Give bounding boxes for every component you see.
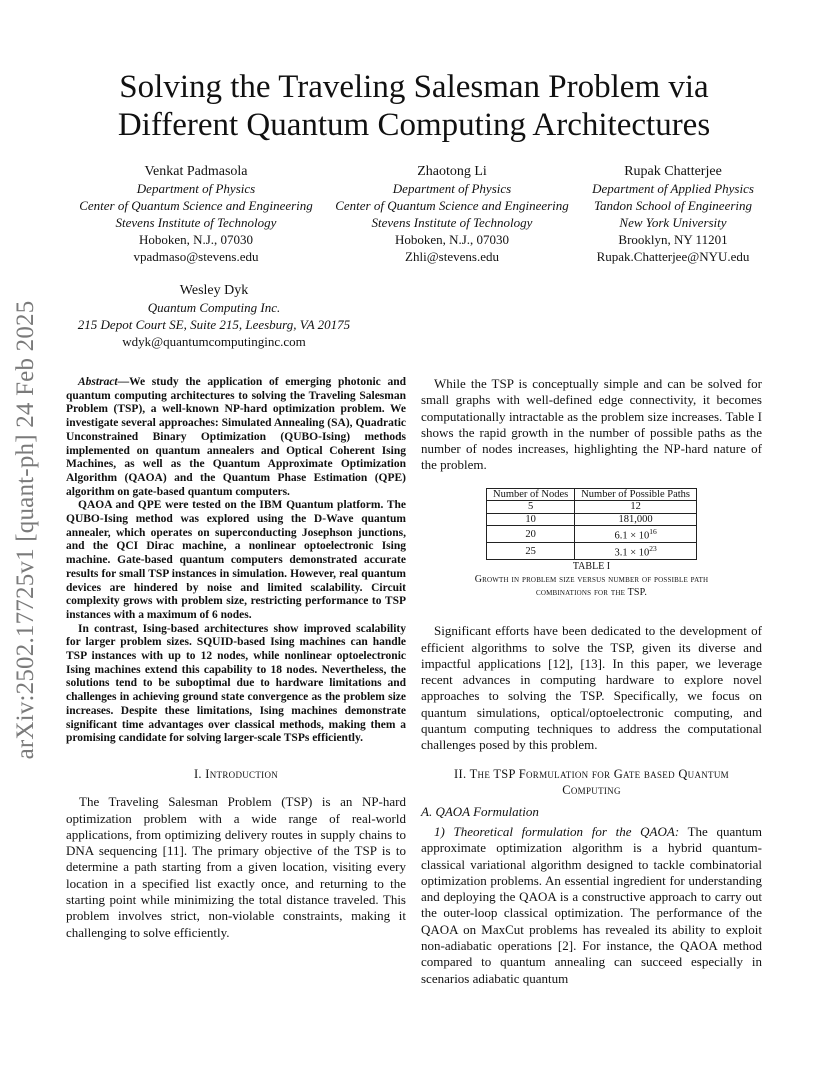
table-cell: $6.1 \times 10^{16}$	[575, 526, 697, 543]
author-dept: Department of Physics	[136, 181, 256, 196]
table-caption-line-1: Growth in problem size versus number of possible path	[474, 574, 709, 586]
table-caption	[421, 560, 762, 599]
author-center: Tandon School of Engineering	[593, 198, 753, 213]
table-row	[486, 513, 696, 526]
abstract-lead: Abstract	[78, 376, 118, 388]
author-inst: New York University	[619, 215, 727, 230]
intro-paragraph: The Traveling Salesman Problem (TSP) is an NP-hard optimization problem with a wide range of real-world applications, from optimizing delivery routes in supply chains to DNA sequencing [11]. The primary objective of the TSP is to determine a path starting from a given location, visiting every location in a specified list exactly once, and returning to the starting point while minimizing the total distance traveled. This problem involves strict, non-violable constraints, making it challenging to solve efficiently.	[66, 794, 406, 940]
author-name: Rupak Chatterjee	[624, 164, 722, 179]
efforts-paragraph: Significant efforts have been dedicated to the development of efficient algorithms to solve the TSP, given its diverse and impactful applications [12], [13]. In this paper, we leverage recent advances in computing hardware to explore novel approaches to solving the TSP. Specifically, we focus on quantum simulations, optical/optoelectronic computing, and quantum computing techniques to address the computational challenges posed by this problem.	[421, 623, 762, 753]
left-column	[66, 376, 406, 941]
table-cell: 10	[486, 513, 574, 526]
table-cell: 5	[486, 501, 574, 514]
right-column	[421, 376, 762, 987]
author-center: Center of Quantum Science and Engineering	[335, 198, 569, 213]
table-row	[486, 501, 696, 514]
author-email: Zhli@stevens.edu	[405, 249, 499, 264]
abstract-p2: QAOA and QPE were tested on the IBM Quantum platform. The QUBO-Ising method was explored using the D-Wave quantum annealer, which operates on superconducting Josephson junctions, and the QCI Dirac machine, a nonlinear optoelectronic Ising machine. Gate-based quantum computers demonstrated accurate results for small TSP instances in simulation. However, real quantum devices are hindered by noise and limited scalability. Circuit complexity grows with problem size, restricting performance to TSP instances with a maximum of 6 nodes.	[66, 499, 406, 621]
author-addr: Hoboken, N.J., 07030	[138, 232, 254, 247]
author-inst: Stevens Institute of Technology	[115, 215, 277, 230]
author-email: Rupak.Chatterjee@NYU.edu	[596, 249, 750, 264]
author-name: Venkat Padmasola	[144, 164, 248, 179]
table-1	[486, 488, 697, 561]
abstract-p3: In contrast, Ising-based architectures show improved scalability for larger problem sizes. SQUID-based Ising machines can handle TSP instances with up to 12 nodes, while nonlinear optoelectronic Ising machines extend this capability to 18 nodes. Nevertheless, the solutions tend to be suboptimal due to hardware limitations and challenges in achieving ground state convergence as the problem size increases. Despite these limitations, Ising machines demonstrate significant time advantages over classical methods, making them a promising candidate for solving larger-scale TSPs efficiently.	[66, 622, 406, 745]
author-addr: Brooklyn, NY 11201	[618, 232, 728, 247]
abstract-p1: —We study the application of emerging photonic and quantum computing architectures to solving the Traveling Salesman Problem (TSP), a well-known NP-hard optimization problem. We investigate several approaches: Simulated Annealing (SA), Quadratic Unconstrained Binary Optimization (QUBO-Ising) methods implemented on quantum annealers and Optical Coherent Ising Machines, as well as the Quantum Approximate Optimization Algorithm (QAOA) and the Quantum Phase Estimation (QPE) algorithm on gate-based quantum computers.	[66, 376, 406, 498]
qaoa-text: The quantum approximate optimization algorithm is a hybrid quantum-classical variational algorithm designed to tackle combinatorial optimization problems. An essential ingredient for understanding and deploying the QAOA is a constructive approach to carry out the outer-loop classical optimization. The performance of the QAOA on MaxCut problems has revealed its ability to exploit non-adiabatic operations [2]. For instance, the QAOA method compared to quantum annealing can succeed especially in scenarios adiabatic quantum	[421, 823, 762, 986]
qaoa-paragraph	[421, 824, 762, 987]
section-number: I.	[193, 766, 206, 781]
author-addr: Hoboken, N.J., 07030	[394, 232, 510, 247]
author-email: wdyk@quantumcomputinginc.com	[122, 334, 306, 349]
section-heading-intro	[66, 766, 406, 782]
section-title-line-2: Computing	[562, 782, 621, 797]
title-line-2: Different Quantum Computing Architectures	[117, 107, 711, 143]
subsubsection-heading: 1) Theoretical formulation for the QAOA:	[434, 823, 680, 839]
table-cell: 20	[486, 526, 574, 543]
table-cell: $3.1 \times 10^{23}$	[575, 543, 697, 560]
table-caption-line-2: combinations for the TSP.	[535, 587, 648, 599]
paper-title	[60, 68, 768, 144]
subsection-heading-qaoa: A. QAOA Formulation	[421, 803, 539, 819]
table-cell: 181,000	[575, 513, 697, 526]
author-block-3	[578, 163, 768, 265]
arxiv-stamp	[4, 270, 48, 790]
author-dept: Department of Applied Physics	[592, 181, 754, 196]
section-heading-2	[421, 766, 762, 798]
section-title-line-1: II. The TSP Formulation for Gate based Quantum	[454, 766, 729, 781]
author-block-2	[322, 163, 582, 265]
author-email: vpadmaso@stevens.edu	[133, 249, 259, 264]
abstract	[66, 376, 406, 746]
table-row	[486, 526, 696, 543]
author-center: 215 Depot Court SE, Suite 215, Leesburg, VA 20175	[77, 317, 351, 332]
author-dept: Department of Physics	[392, 181, 512, 196]
author-block-1	[66, 163, 326, 265]
title-line-1: Solving the Traveling Salesman Problem via	[119, 69, 709, 105]
tsp-intro-paragraph: While the TSP is conceptually simple and can be solved for small graphs with well-defined edge connectivity, it becomes computationally intractable as the problem size increases. Table I shows the rapid growth in the number of possible paths as the number of nodes increases, highlighting the NP-hard nature of the problem.	[421, 376, 762, 473]
author-block-4	[56, 282, 372, 350]
table-cell: 12	[575, 501, 697, 514]
author-name: Zhaotong Li	[417, 164, 487, 179]
table-header: Number of Nodes	[486, 488, 574, 501]
table-row	[486, 543, 696, 560]
arxiv-id: arXiv:2502.17725v1 [quant-ph] 24 Feb 2025	[12, 300, 39, 760]
table-label: TABLE I	[572, 561, 611, 573]
author-center: Center of Quantum Science and Engineering	[79, 198, 313, 213]
table-header-row	[486, 488, 696, 501]
table-header: Number of Possible Paths	[575, 488, 697, 501]
table-cell: 25	[486, 543, 574, 560]
author-name: Wesley Dyk	[179, 283, 249, 298]
author-dept: Quantum Computing Inc.	[147, 300, 281, 315]
author-inst: Stevens Institute of Technology	[371, 215, 533, 230]
section-title: Introduction	[205, 766, 279, 781]
